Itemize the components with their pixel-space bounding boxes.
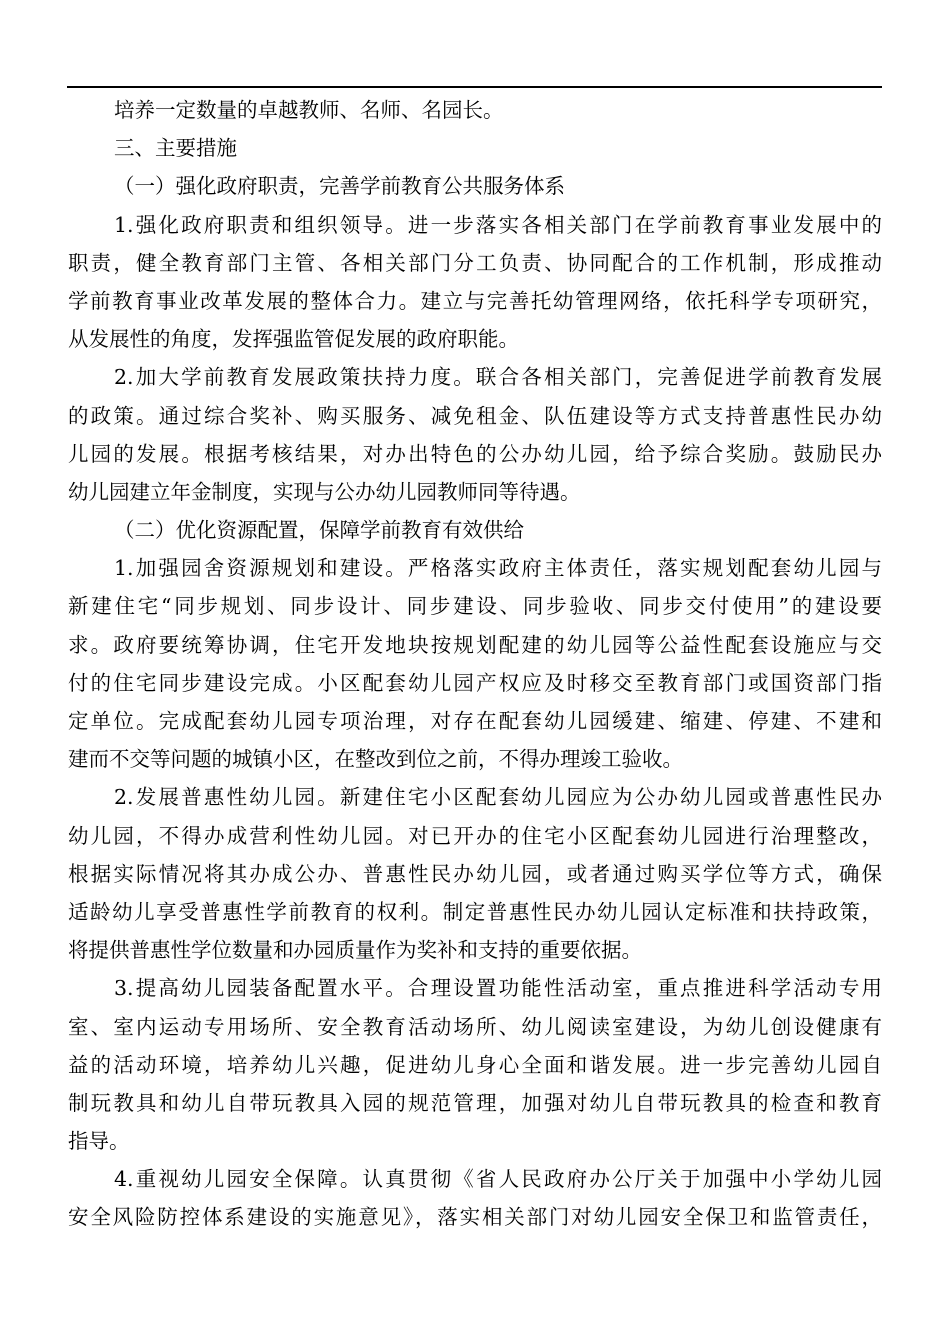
text-line: 定单位。完成配套幼儿园专项治理，对存在配套幼儿园缓建、缩建、停建、不建和	[68, 709, 882, 733]
text-line: 职责，健全教育部门主管、各相关部门分工负责、协同配合的工作机制，形成推动	[68, 250, 882, 275]
header-rule	[67, 86, 882, 88]
text-line: 学前教育事业改革发展的整体合力。建立与完善托幼管理网络，依托科学专项研究，	[68, 288, 882, 313]
text-line: 从发展性的角度，发挥强监管促发展的政府职能。	[68, 327, 519, 352]
text-line: 培养一定数量的卓越教师、名师、名园长。	[114, 98, 504, 122]
text-line: 的政策。通过综合奖补、购买服务、减免租金、队伍建设等方式支持普惠性民办幼	[68, 403, 882, 428]
text-line: 指导。	[68, 1129, 130, 1154]
text-line: 建而不交等问题的城镇小区，在整改到位之前，不得办理竣工验收。	[68, 747, 683, 772]
text-line: 制玩教具和幼儿自带玩教具入园的规范管理，加强对幼儿自带玩教具的检查和教育	[68, 1090, 882, 1115]
text-line: 幼儿园建立年金制度，实现与公办幼儿园教师同等待遇。	[68, 479, 581, 504]
text-line: 2.发展普惠性幼儿园。新建住宅小区配套幼儿园应为公办幼儿园或普惠性民办	[114, 785, 882, 810]
text-line: 将提供普惠性学位数量和办园质量作为奖补和支持的重要依据。	[68, 938, 642, 963]
text-line: 安全风险防控体系建设的实施意见》，落实相关部门对幼儿园安全保卫和监管责任，	[68, 1205, 882, 1230]
document-body	[68, 91, 882, 1237]
text-line: 2.加大学前教育发展政策扶持力度。联合各相关部门，完善促进学前教育发展	[114, 365, 882, 390]
text-line: 适龄幼儿享受普惠性学前教育的权利。制定普惠性民办幼儿园认定标准和扶持政策，	[68, 899, 882, 924]
text-line: 付的住宅同步建设完成。小区配套幼儿园产权应及时移交至教育部门或国资部门指	[68, 670, 882, 695]
text-line: 幼儿园，不得办成营利性幼儿园。对已开办的住宅小区配套幼儿园进行治理整改，	[68, 823, 882, 848]
text-line: （二）优化资源配置，保障学前教育有效供给	[114, 518, 524, 543]
text-line: 求。政府要统筹协调，住宅开发地块按规划配建的幼儿园等公益性配套设施应与交	[68, 632, 882, 657]
text-line: 1.强化政府职责和组织领导。进一步落实各相关部门在学前教育事业发展中的	[114, 212, 882, 237]
text-line: （一）强化政府职责，完善学前教育公共服务体系	[114, 174, 565, 199]
text-line: 4.重视幼儿园安全保障。认真贯彻《省人民政府办公厅关于加强中小学幼儿园	[114, 1167, 882, 1192]
text-line: 室、室内运动专用场所、安全教育活动场所、幼儿阅读室建设，为幼儿创设健康有	[68, 1014, 882, 1039]
text-line: 1.加强园舍资源规划和建设。严格落实政府主体责任，落实规划配套幼儿园与	[114, 556, 882, 581]
text-line: 新建住宅“同步规划、同步设计、同步建设、同步验收、同步交付使用”的建设要	[68, 594, 882, 619]
text-line: 儿园的发展。根据考核结果，对办出特色的公办幼儿园，给予综合奖励。鼓励民办	[68, 441, 882, 466]
text-line: 3.提高幼儿园装备配置水平。合理设置功能性活动室，重点推进科学活动专用	[114, 976, 882, 1001]
text-line: 三、主要措施	[114, 136, 237, 161]
text-line: 根据实际情况将其办成公办、普惠性民办幼儿园，或者通过购买学位等方式，确保	[68, 861, 882, 886]
text-line: 益的活动环境，培养幼儿兴趣，促进幼儿身心全面和谐发展。进一步完善幼儿园自	[68, 1052, 882, 1077]
